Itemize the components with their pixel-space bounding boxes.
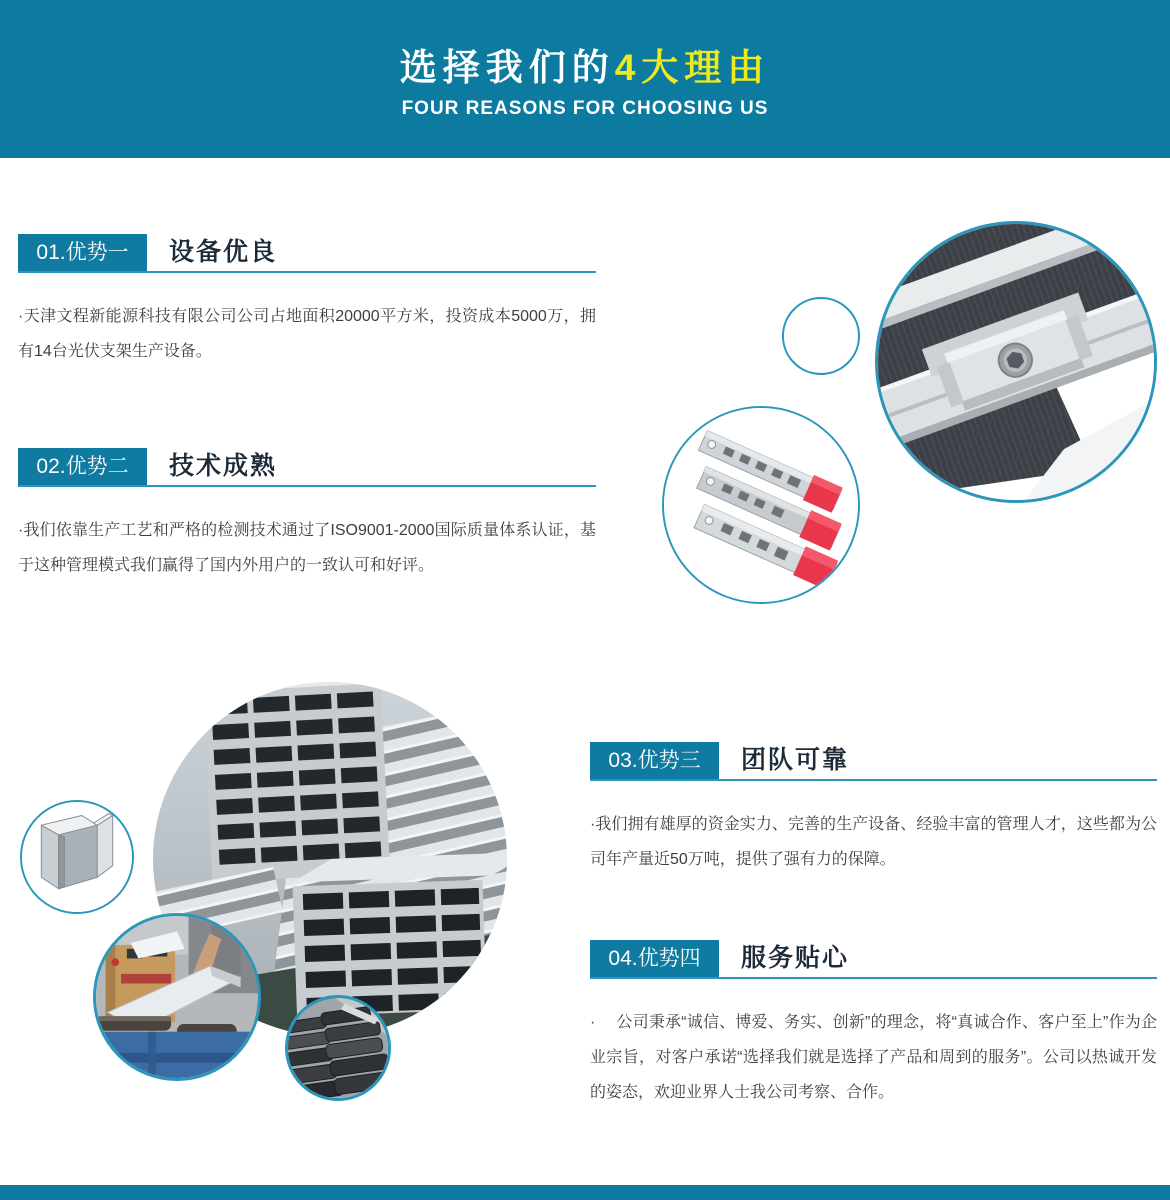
u-channel-photo-circle [20,800,134,914]
section-4-body: · 公司秉承“诚信、博爱、务实、创新”的理念，将“真诚合作、客户至上”作为企业宗旨，对客户承诺“选择我们就是选择了产品和周到的服务”。公司以热诚开发的姿态，欢迎业界人士我公司考察、合作。 [590,1014,1157,1101]
page-title-cn: 选择我们的 [399,47,615,88]
footer-band [0,1185,1170,1200]
advantage-section-3 [590,740,1157,877]
section-1-header [18,232,596,273]
page-title-highlight: 4大理由 [614,47,771,88]
section-2-header [18,446,596,487]
section-3-title: 团队可靠 [741,746,850,774]
header-band [0,0,1170,158]
advantage-section-1 [18,232,596,369]
brackets-photo-circle [662,406,860,604]
section-1-title: 设备优良 [169,238,278,266]
section-4-badge: 04.优势四 [590,940,719,977]
page-subtitle: FOUR REASONS FOR CHOOSING US [401,98,769,119]
machine-photo-circle [93,913,261,1081]
section-1-body: ·天津文程新能源科技有限公司公司占地面积20000平方米，投资成本5000万，拥有14台光伏支架生产设备。 [18,308,596,360]
section-3-header [590,740,1157,781]
advantage-section-4 [590,938,1157,1110]
section-4-header [590,938,1157,979]
section-3-body: ·我们拥有雄厚的资金实力、完善的生产设备、经验丰富的管理人才，这些都为公司年产量近50万吨，提供了强有力的保障。 [590,816,1157,868]
dark-stack-photo-circle [285,995,391,1101]
section-2-body: ·我们依靠生产工艺和严格的检测技术通过了ISO9001-2000国际质量体系认证，基于这种管理模式我们赢得了国内外用户的一致认可和好评。 [18,522,596,574]
section-4-title: 服务贴心 [741,944,850,972]
section-1-badge: 01.优势一 [18,234,147,271]
page-title [0,46,1170,90]
section-2-title: 技术成熟 [169,452,278,480]
section-2-badge: 02.优势二 [18,448,147,485]
decorative-circle-outline [782,297,860,375]
section-3-badge: 03.优势三 [590,742,719,779]
solar-clamp-photo-circle [875,221,1157,503]
advantage-section-2 [18,446,596,583]
